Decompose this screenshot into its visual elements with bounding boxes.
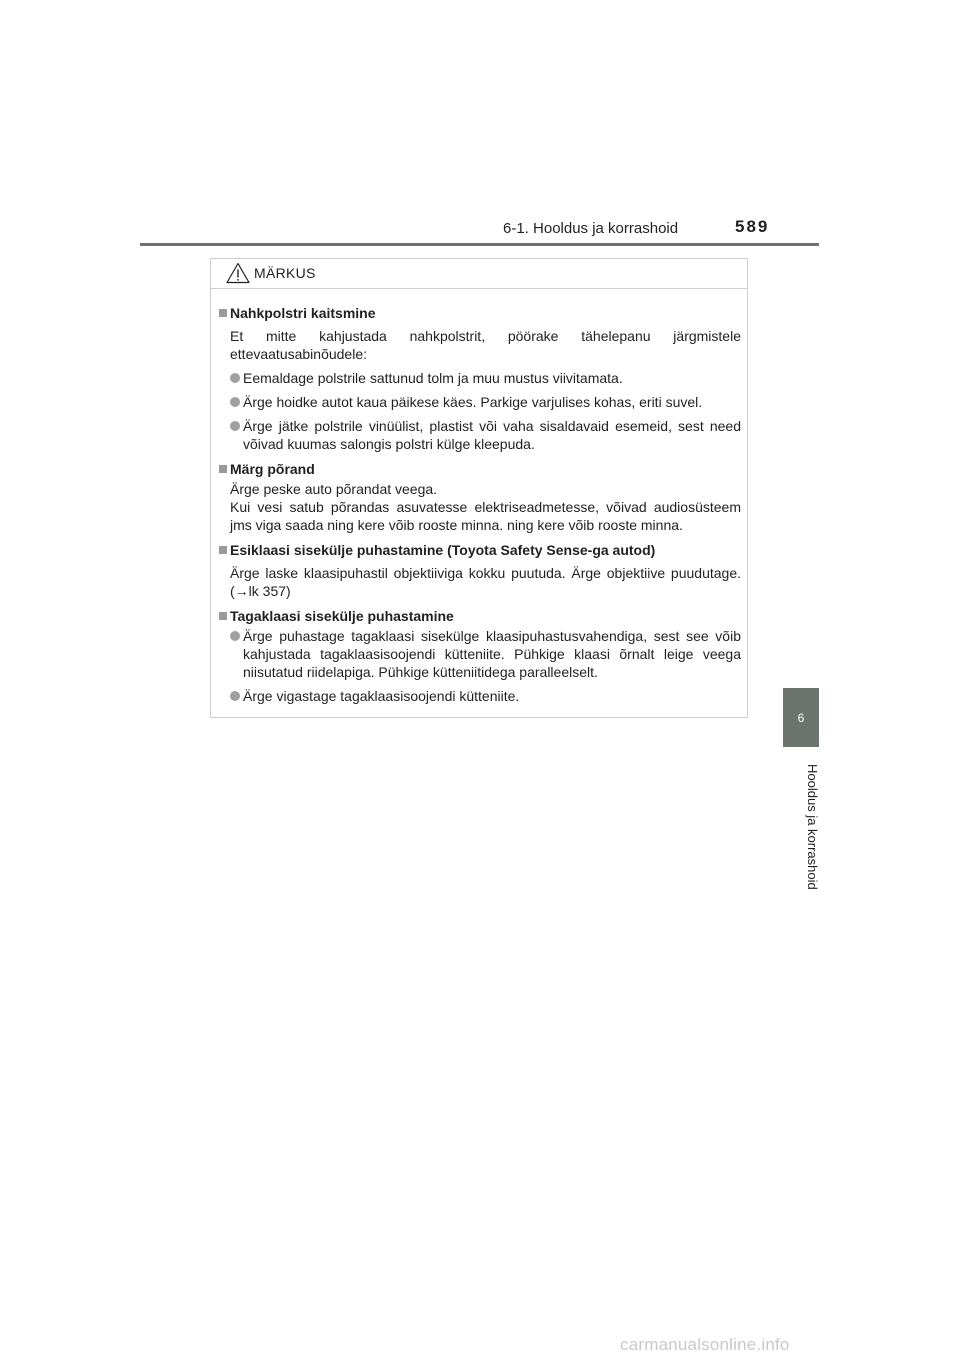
list-item bbox=[219, 393, 741, 411]
notice-header bbox=[211, 259, 747, 289]
notice-title: MÄRKUS bbox=[254, 265, 316, 281]
section-paragraph: Kui vesi satub põrandas asuvatesse elektriseadmetesse, võivad audiosüsteem jms viga saada ning kere võib rooste minna. ning kere võib rooste minna. bbox=[230, 499, 741, 533]
square-bullet-icon bbox=[219, 465, 227, 473]
section-title-text: Esiklaasi sisekülje puhastamine (Toyota Safety Sense-ga autod) bbox=[230, 542, 656, 558]
section-paragraph: Et mitte kahjustada nahkpolstrit, pöörake tähelepanu järgmistele ettevaatusabinõudele: bbox=[230, 328, 741, 362]
warning-triangle-icon bbox=[226, 262, 250, 284]
list-item bbox=[219, 369, 741, 387]
watermark: carmanualsonline.info bbox=[620, 1335, 790, 1354]
list-item-text: Ärge puhastage tagaklaasi sisekülge klaasipuhastusvahendiga, sest see võib kahjustada tagaklaasisoojendi kütteniite. Pühkige klaasi õrnalt leige veega niisutatud riidelapiga. Pühkige kütteniitidega paralleelselt. bbox=[243, 628, 741, 680]
page-number: 589 bbox=[735, 217, 770, 236]
section-title bbox=[219, 304, 741, 322]
chapter-tab bbox=[783, 688, 819, 747]
notice-body bbox=[211, 289, 747, 705]
circle-bullet-icon bbox=[230, 421, 240, 431]
section-title bbox=[219, 541, 741, 559]
header-rule bbox=[140, 243, 819, 246]
notice-box bbox=[210, 258, 748, 718]
circle-bullet-icon bbox=[230, 397, 240, 407]
list-item-text: Ärge vigastage tagaklaasisoojendi kütteniite. bbox=[243, 688, 520, 704]
chapter-number: 6 bbox=[797, 710, 805, 725]
list-item bbox=[219, 687, 741, 705]
section-title-text: Tagaklaasi sisekülje puhastamine bbox=[230, 608, 454, 624]
list-item bbox=[219, 627, 741, 681]
chapter-side-label bbox=[780, 757, 820, 897]
list-item-text: Ärge jätke polstrile vinüülist, plastist või vaha sisaldavaid esemeid, sest need võivad kuumas salongis polstri külge kleepuda. bbox=[243, 418, 741, 452]
circle-bullet-icon bbox=[230, 373, 240, 383]
section-title-text: Märg põrand bbox=[230, 461, 315, 477]
circle-bullet-icon bbox=[230, 631, 240, 641]
square-bullet-icon bbox=[219, 309, 227, 317]
chapter-label: Hooldus ja korrashoid bbox=[805, 764, 820, 890]
section-title bbox=[219, 460, 741, 478]
list-item bbox=[219, 417, 741, 453]
square-bullet-icon bbox=[219, 612, 227, 620]
section-paragraph: Ärge peske auto põrandat veega. bbox=[230, 481, 438, 497]
header-section-title: 6-1. Hooldus ja korrashoid bbox=[503, 220, 679, 237]
list-item-text: Ärge hoidke autot kaua päikese käes. Parkige varjulises kohas, eriti suvel. bbox=[243, 394, 703, 410]
list-item-text: Eemaldage polstrile sattunud tolm ja muu mustus viivitamata. bbox=[243, 370, 623, 386]
section-paragraph: Ärge laske klaasipuhastil objektiiviga kokku puutuda. Ärge objektiive puudutage. (→lk 357) bbox=[230, 565, 741, 599]
square-bullet-icon bbox=[219, 546, 227, 554]
section-title bbox=[219, 607, 741, 625]
circle-bullet-icon bbox=[230, 691, 240, 701]
section-title-text: Nahkpolstri kaitsmine bbox=[230, 305, 376, 321]
